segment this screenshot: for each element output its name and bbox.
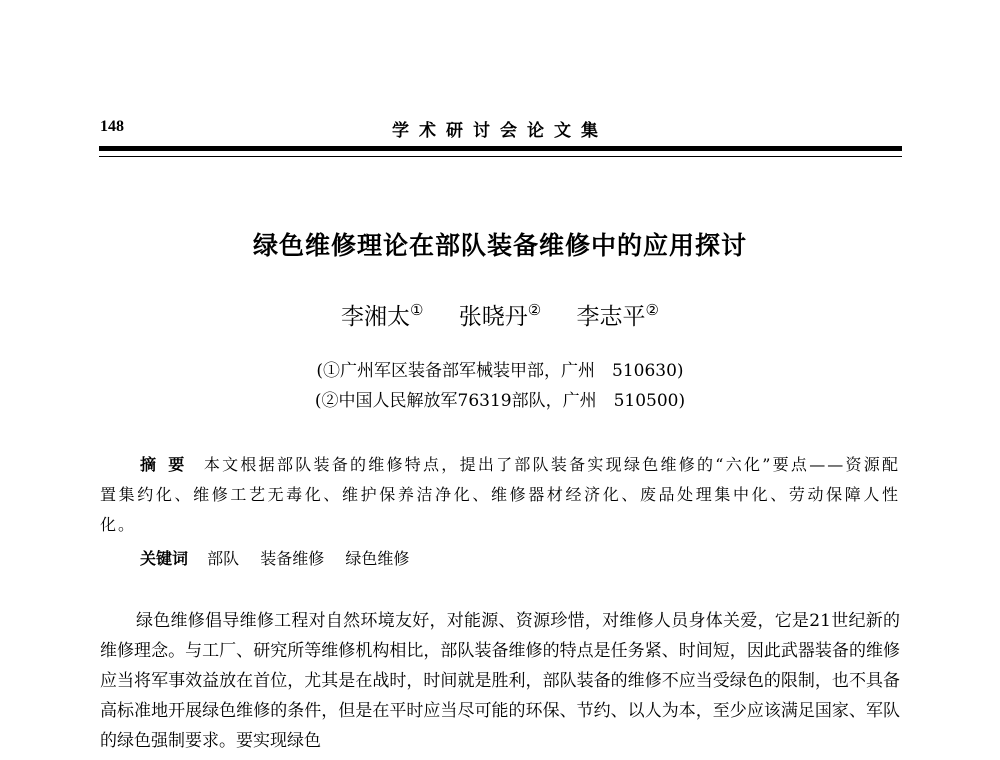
author-name: 张晓丹 xyxy=(458,304,528,330)
author-1 xyxy=(341,301,424,330)
affiliation-mark: ② xyxy=(527,301,542,319)
body-paragraph: 绿色维修倡导维修工程对自然环境友好，对能源、资源珍惜，对维修人员身体关爱，它是21世纪新的维修理念。与工厂、研究所等维修机构相比，部队装备维修的特点是任务紧、时间短，因此武器装备的维修应当将军事效益放在首位，尤其是在战时，时间就是胜利，部队装备的维修不应当受绿色的限制，也不具备高标准地开展绿色维修的条件，但是在平时应当尽可能的环保、节约、以人为本，至少应该满足国家、军队的绿色强制要求。要实现绿色 xyxy=(100,611,900,751)
affiliation-mark: ② xyxy=(645,301,659,319)
page-number: 148 xyxy=(100,118,124,135)
author-3 xyxy=(576,301,659,330)
keyword-3: 绿色维修 xyxy=(345,549,410,568)
article-title: 绿色维修理论在部队装备维修中的应用探讨 xyxy=(252,231,747,260)
keywords xyxy=(140,546,900,572)
abstract xyxy=(100,450,900,540)
affiliation-mark: ① xyxy=(410,301,424,319)
author-list xyxy=(200,298,800,331)
author-name: 李湘太 xyxy=(341,304,410,330)
keywords-label: 关键词 xyxy=(140,549,189,568)
author-name: 李志平 xyxy=(576,304,646,330)
header-rule-thin xyxy=(99,156,902,157)
running-title: 学术研讨会论文集 xyxy=(392,121,608,141)
keyword-1: 部队 xyxy=(207,549,240,568)
header-rule-thick xyxy=(99,146,902,151)
author-2 xyxy=(458,301,542,330)
abstract-label: 摘要 xyxy=(140,455,197,474)
abstract-text: 本文根据部队装备的维修特点，提出了部队装备实现绿色维修的“六化”要点——资源配置集约化、维修工艺无毒化、维护保养洁净化、维修器材经济化、废品处理集中化、劳动保障人性化。 xyxy=(100,455,900,534)
affiliation-1: (①广州军区装备部军械装甲部，广州 510630) xyxy=(316,361,684,381)
affiliation-2: (②中国人民解放军76319部队，广州 510500) xyxy=(314,391,686,411)
keyword-2: 装备维修 xyxy=(260,549,325,568)
